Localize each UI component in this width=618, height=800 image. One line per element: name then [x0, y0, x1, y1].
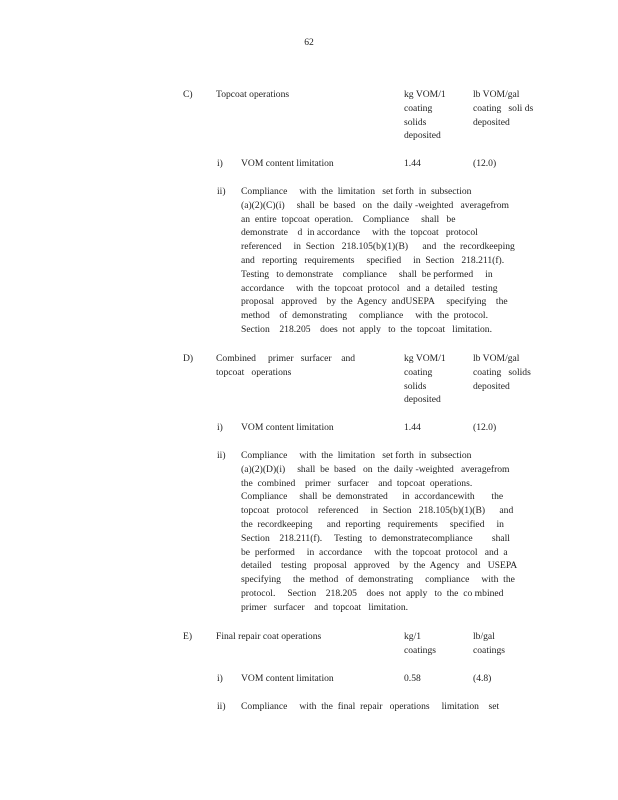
paragraph-line: specifying the method of demonstrating compliance with the	[241, 574, 515, 586]
section-c-item-i-english-value: (12.0)	[473, 158, 497, 169]
paragraph-line: (a)(2)(D)(i) shall be based on the daily -weighted averagefrom	[241, 463, 510, 475]
paragraph-line: and reporting requirements specified in Section 218.211(f).	[241, 254, 505, 266]
paragraph-line: Compliance shall be demonstrated in accordancewith the	[241, 491, 504, 503]
unit-line: deposited	[473, 116, 510, 128]
section-c-item-ii-label: ii)	[217, 186, 226, 197]
paragraph-line: Testing to demonstrate compliance shall be performed in	[241, 268, 493, 280]
section-c-unit-english	[473, 88, 553, 129]
section-d-item-i-label: i)	[217, 422, 223, 433]
paragraph-line: topcoat protocol referenced in Section 218.105(b)(1)(B) and	[241, 505, 514, 517]
section-d-title	[216, 352, 376, 380]
paragraph-line: be performed in accordance with the topcoat protocol and a	[241, 546, 508, 558]
paragraph-line: the combined primer surfacer and topcoat operations.	[241, 477, 473, 489]
section-e-item-i-label: i)	[217, 673, 223, 684]
page-number: 62	[304, 37, 314, 48]
section-d-unit-english	[473, 352, 553, 393]
unit-line: kg VOM/1	[404, 353, 446, 364]
title-line: Combined primer surfacer and	[216, 353, 356, 364]
section-c-item-i-label: i)	[217, 158, 223, 169]
unit-line: lb VOM/gal	[473, 89, 520, 100]
paragraph-line: Section 218.211(f). Testing to demonstratecompliance shall	[241, 532, 510, 544]
unit-line: kg/1	[404, 631, 422, 642]
paragraph-line: Compliance with the final repair operations limitation set	[241, 701, 500, 712]
paragraph-line: method of demonstrating compliance with the protocol.	[241, 310, 488, 322]
paragraph-line: demonstrate d in accordance with the topcoat protocol	[241, 227, 478, 239]
title-line: topcoat operations	[216, 366, 292, 378]
section-d-item-ii-label: ii)	[217, 450, 226, 461]
paragraph-line: (a)(2)(C)(i) shall be based on the daily -weighted averagefrom	[241, 199, 509, 211]
paragraph-line: primer surfacer and topcoat limitation.	[241, 601, 409, 613]
paragraph-line: Section 218.205 does not apply to the topcoat limitation.	[241, 323, 493, 335]
paragraph-line: Compliance with the limitation set forth in subsection	[241, 450, 472, 461]
paragraph-line: detailed testing proposal approved by the Agency and USEPA	[241, 560, 518, 572]
section-e-unit-english	[473, 630, 553, 658]
paragraph-line: accordance with the topcoat protocol and a detailed testing	[241, 282, 498, 294]
paragraph-line: an entire topcoat operation. Compliance shall be	[241, 213, 456, 225]
section-c-item-ii-paragraph	[241, 185, 536, 337]
unit-line: coating solids	[473, 366, 531, 378]
unit-line: lb/gal	[473, 631, 495, 642]
section-d-item-i-text: VOM content limitation	[241, 422, 334, 433]
section-e-item-ii-label: ii)	[217, 701, 226, 712]
unit-line: coating	[404, 102, 433, 114]
section-c-letter: C)	[183, 89, 193, 100]
section-c-title: Topcoat operations	[216, 89, 290, 100]
unit-line: coatings	[473, 644, 505, 656]
unit-line: coating	[404, 366, 433, 378]
section-e-item-i-text: VOM content limitation	[241, 673, 334, 684]
paragraph-line: referenced in Section 218.105(b)(1)(B) and the recordkeeping	[241, 241, 515, 253]
section-d-unit-metric	[404, 352, 470, 407]
section-e-letter: E)	[183, 631, 193, 642]
unit-line: solids	[404, 116, 427, 128]
section-d-item-i-english-value: (12.0)	[473, 422, 497, 433]
paragraph-line: the recordkeeping and reporting requirements specified in	[241, 518, 504, 530]
unit-line: deposited	[404, 130, 441, 142]
section-e-unit-metric	[404, 630, 470, 658]
unit-line: solids	[404, 380, 427, 392]
section-d-item-i-metric-value: 1.44	[404, 422, 421, 433]
section-d-item-ii-paragraph	[241, 449, 536, 615]
section-e-title: Final repair coat operations	[216, 631, 322, 642]
paragraph-line: Compliance with the limitation set forth in subsection	[241, 186, 472, 197]
unit-line: kg VOM/1	[404, 89, 446, 100]
paragraph-line: protocol. Section 218.205 does not apply to the co mbined	[241, 587, 504, 599]
section-c-unit-metric	[404, 88, 470, 143]
section-d-letter: D)	[183, 353, 194, 364]
section-c-item-i-metric-value: 1.44	[404, 158, 421, 169]
unit-line: deposited	[473, 380, 510, 392]
paragraph-line: proposal approved by the Agency andUSEPA specifying the	[241, 296, 508, 308]
unit-line: coatings	[404, 644, 436, 656]
unit-line: lb VOM/gal	[473, 353, 520, 364]
unit-line: deposited	[404, 394, 441, 406]
section-e-item-i-english-value: (4.8)	[473, 673, 492, 684]
unit-line: coating soli ds	[473, 102, 534, 114]
section-c-item-i-text: VOM content limitation	[241, 158, 334, 169]
section-e-item-i-metric-value: 0.58	[404, 673, 421, 684]
section-e-item-ii-paragraph	[241, 700, 536, 714]
